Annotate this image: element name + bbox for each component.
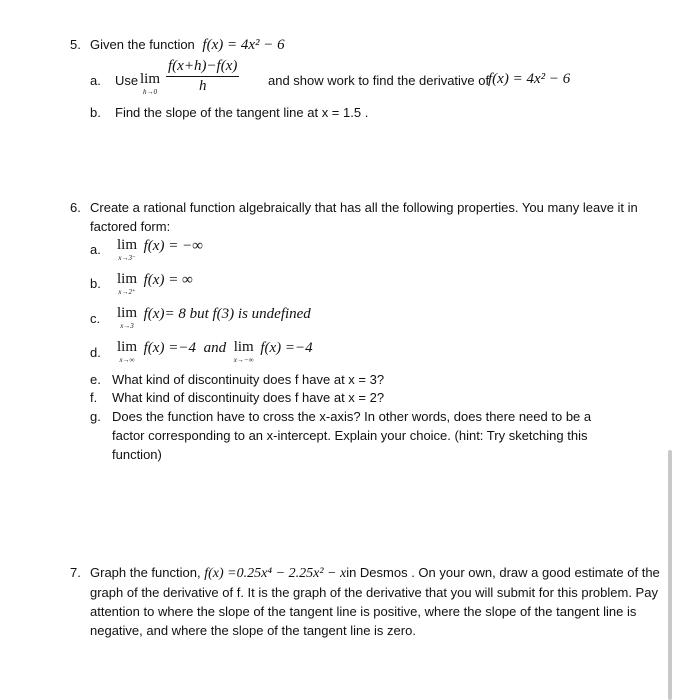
vertical-scrollbar[interactable]: [668, 450, 672, 700]
q6-d-letter: d.: [90, 345, 101, 360]
q6-e-letter: e.: [90, 372, 101, 387]
q7-function: f(x) =0.25x⁴ − 2.25x² − x: [204, 566, 347, 581]
lim-subscript: h→0: [143, 88, 157, 96]
q5-a-use: Use: [115, 73, 139, 88]
lim-subscript: x→∞: [119, 356, 135, 364]
q6-d-expression-2: f(x) =−4: [260, 340, 313, 356]
q5-a-limit: [140, 72, 160, 96]
q5-a-letter: a.: [90, 73, 101, 88]
q6-g-letter: g.: [90, 409, 101, 424]
q7-text-rest: in Desmos . On your own, draw a good estimate of the graph of the derivative of f. It is the graph of the derivative that you will submit for this problem. Pay attention to where the slope of the tangent line is positive, where the slope of the tangent line is negative, and where the slope of the tangent line is zero.: [90, 565, 660, 638]
q7-text-start: Graph the function,: [90, 565, 201, 580]
lim-subscript: x→3: [120, 322, 134, 330]
lim-word: lim: [117, 339, 138, 355]
q6-b-expression: f(x) = ∞: [143, 272, 193, 288]
q5-b-letter: b.: [90, 105, 101, 120]
q5-function: f(x) = 4x² − 6: [202, 37, 285, 53]
lim-word: lim: [117, 305, 138, 321]
q6-b-letter: b.: [90, 276, 101, 291]
q6-a-expression: f(x) = −∞: [143, 238, 203, 254]
q6-d-expression-1: f(x) =−4: [143, 340, 196, 356]
lim-subscript: x→3⁻: [118, 254, 136, 262]
q5-number: 5.: [70, 37, 81, 52]
q7-paragraph: [90, 563, 662, 640]
q5-a-difference-quotient: [166, 58, 239, 95]
dq-numerator: f(x+h)−f(x): [166, 58, 239, 77]
q5-a-text: and show work to find the derivative of: [268, 73, 490, 88]
q5-intro-text: Given the function: [90, 37, 195, 52]
lim-subscript: x→2⁺: [118, 288, 136, 296]
dq-denominator: h: [198, 78, 207, 94]
lim-word: lim: [117, 237, 138, 253]
lim-word: lim: [117, 271, 138, 287]
q6-d-and: and: [203, 340, 227, 356]
q5-a-function: f(x) = 4x² − 6: [488, 71, 571, 87]
q7-number: 7.: [70, 565, 81, 580]
q6-g-text: Does the function have to cross the x-axis? In other words, does there need to be a factor corresponding to an x-intercept. Explain your choice. (hint: Try sketching this function): [112, 409, 592, 462]
q6-a-letter: a.: [90, 242, 101, 257]
q6-f-letter: f.: [90, 390, 98, 405]
q6-e-text: What kind of discontinuity does f have at x = 3?: [112, 372, 385, 387]
q6-c-expression: f(x)= 8 but f(3) is undefined: [143, 306, 311, 322]
q6-b-row: [117, 272, 193, 296]
q5-b-text: Find the slope of the tangent line at x = 1.5 .: [115, 105, 369, 120]
q5-intro: [90, 37, 285, 54]
lim-word: lim: [233, 339, 254, 355]
q6-d-row: [117, 340, 313, 364]
q6-c-letter: c.: [90, 311, 101, 326]
q6-c-row: [117, 306, 311, 330]
lim-word: lim: [140, 71, 161, 87]
q6-text: Create a rational function algebraically that has all the following properties. You many leave it in factored form:: [90, 200, 638, 234]
lim-subscript: x→−∞: [233, 356, 254, 364]
q6-f-text: What kind of discontinuity does f have at x = 2?: [112, 390, 385, 405]
q6-a-row: [117, 238, 203, 262]
q6-number: 6.: [70, 200, 81, 215]
